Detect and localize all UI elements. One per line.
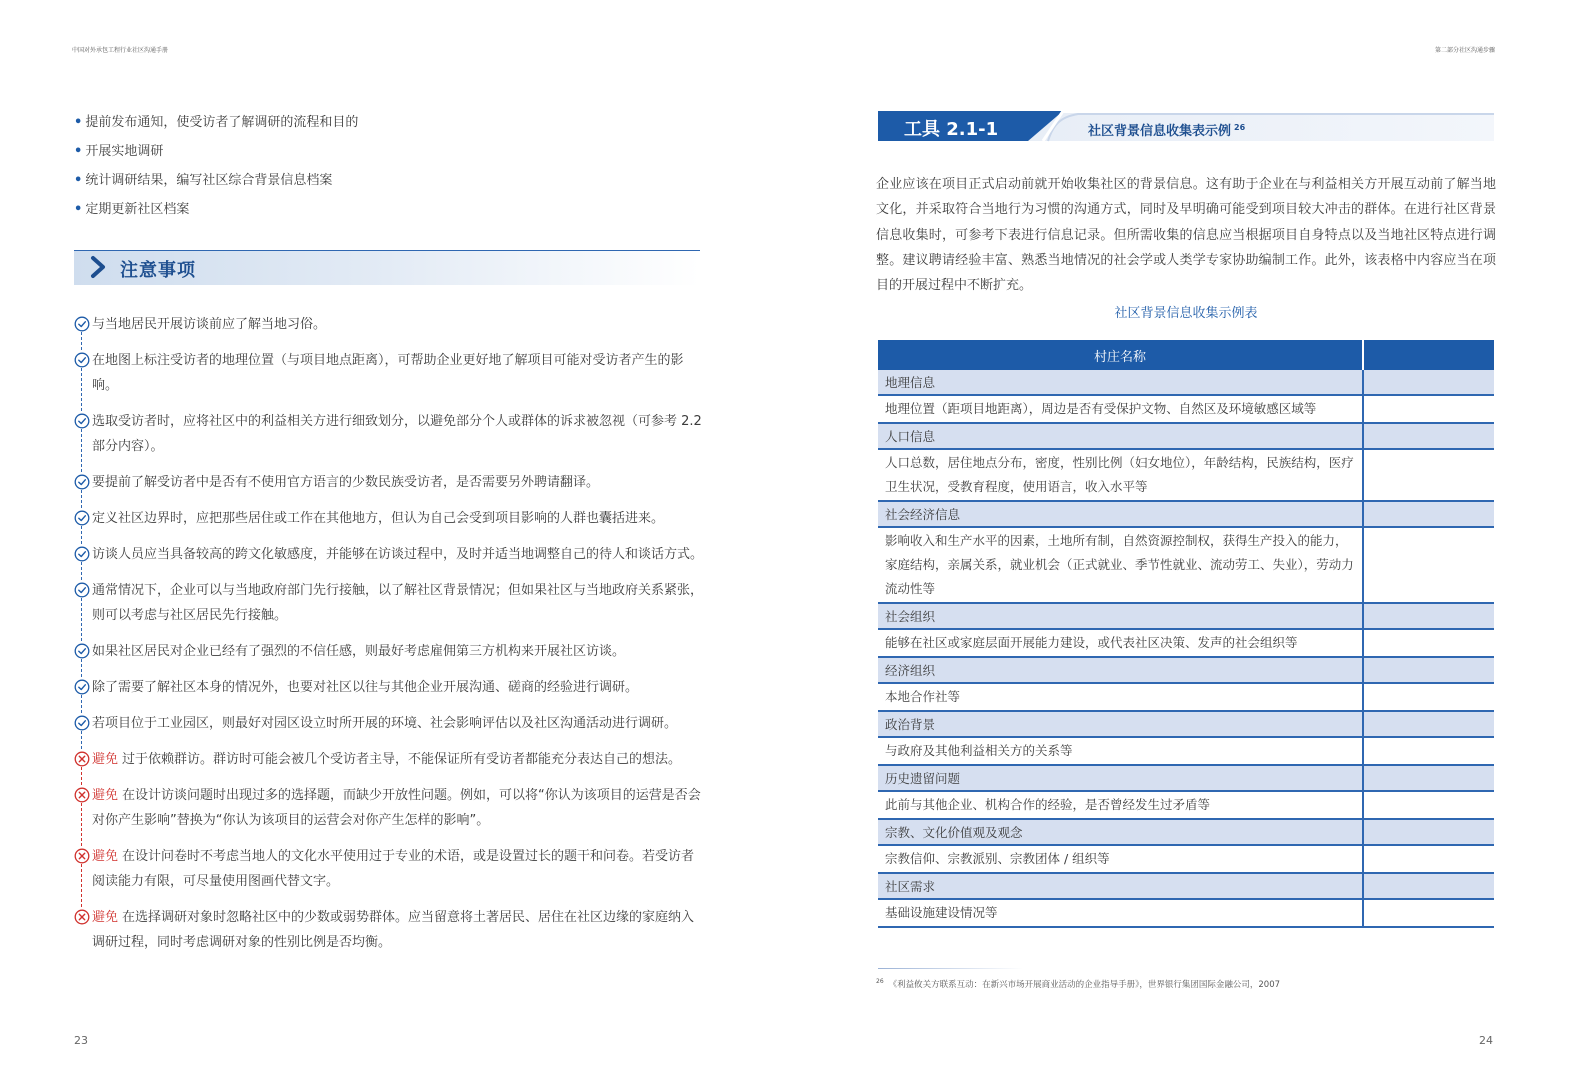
detail-value-cell [1363,527,1494,603]
table-category-row [878,819,1494,845]
category-cell: 经济组织 [878,657,1363,683]
detail-cell: 能够在社区或家庭层面开展能力建设，或代表社区决策、发声的社会组织等 [878,629,1363,657]
page-number-right: 24 [1479,1034,1493,1047]
bullet-list [74,108,674,224]
note-text: 在设计问卷时不考虑当地人的文化水平使用过于专业的术语，或是设置过长的题干和问卷。若受访者阅读能力有限，可尽量使用图画代替文字。 [92,849,695,889]
detail-value-cell [1363,683,1494,711]
page-number-left: 23 [74,1034,88,1047]
bullet-item [74,195,674,224]
note-text-wrap [92,849,694,889]
detail-value-cell [1363,899,1494,927]
detail-value-cell [1363,791,1494,819]
note-text: 在地图上标注受访者的地理位置（与项目地点距离），可帮助企业更好地了解项目可能对受访者产生的影响。 [92,353,684,393]
footnote-divider [878,968,1023,969]
x-circle-icon [74,848,90,864]
category-value-cell [1363,819,1494,845]
avoid-note-item [74,783,704,844]
note-text: 访谈人员应当具备较高的跨文化敏感度，并能够在访谈过程中，及时并适当地调整自己的待人和谈话方式。 [92,547,704,562]
tip-note-item [74,409,704,470]
table-detail-row [878,449,1494,501]
x-circle-icon [74,909,90,925]
avoid-label: 避免 [92,849,119,864]
note-text: 定义社区边界时，应把那些居住或工作在其他地方，但认为自己会受到项目影响的人群也囊括进来。 [92,511,665,526]
category-cell: 人口信息 [878,423,1363,449]
check-circle-icon [74,510,90,526]
table-category-row [878,370,1494,395]
check-circle-icon [74,715,90,731]
table-detail-row [878,737,1494,765]
bullet-dot-icon: • [74,144,83,159]
category-value-cell [1363,603,1494,629]
bullet-dot-icon: • [74,115,83,130]
note-text: 选取受访者时，应将社区中的利益相关方进行细致划分，以避免部分个人或群体的诉求被忽视（可参考 2.2 部分内容）。 [92,414,702,454]
table-category-row [878,711,1494,737]
detail-cell: 基础设施建设情况等 [878,899,1363,927]
bullet-text: 提前发布通知，使受访者了解调研的流程和目的 [85,115,359,130]
tip-note-item [74,711,704,747]
category-cell: 地理信息 [878,370,1363,395]
table-detail-row [878,527,1494,603]
bullet-item [74,166,674,195]
note-text-wrap [92,511,664,526]
detail-cell: 与政府及其他利益相关方的关系等 [878,737,1363,765]
category-value-cell [1363,423,1494,449]
check-circle-icon [74,352,90,368]
table-category-row [878,603,1494,629]
tip-note-item [74,470,704,506]
tip-note-item [74,506,704,542]
avoid-note-item [74,905,704,966]
note-text-wrap [92,353,684,393]
category-cell: 社会经济信息 [878,501,1363,527]
bullet-text: 开展实地调研 [85,144,164,159]
detail-cell: 影响收入和生产水平的因素，土地所有制，自然资源控制权，获得生产投入的能力，家庭结构，亲属关系，就业机会（正式就业、季节性就业、流动劳工、失业），劳动力流动性等 [878,527,1363,603]
chevron-right-icon [88,253,110,281]
note-text-wrap [92,680,638,695]
tip-note-item [74,675,704,711]
x-circle-icon [74,787,90,803]
table-category-row [878,501,1494,527]
x-circle-icon [74,751,90,767]
tip-note-item [74,542,704,578]
running-header-right: 第二部分社区沟通步骤 [1434,47,1495,54]
section-header-notes [74,250,700,285]
note-text-wrap [92,547,703,562]
detail-cell: 地理位置（距项目地距离），周边是否有受保护文物、自然区及环境敏感区域等 [878,395,1363,423]
detail-value-cell [1363,629,1494,657]
tip-note-item [74,639,704,675]
tip-note-item [74,578,704,639]
note-text: 要提前了解受访者中是否有不使用官方语言的少数民族受访者，是否需要另外聘请翻译。 [92,475,600,490]
notes-list [74,312,704,966]
note-text: 如果社区居民对企业已经有了强烈的不信任感，则最好考虑雇佣第三方机构来开展社区访谈。 [92,644,626,659]
connector-line [81,803,82,846]
bullet-text: 统计调研结果，编写社区综合背景信息档案 [85,173,333,188]
table-detail-row [878,683,1494,711]
note-text-wrap [92,752,681,767]
category-cell: 社区需求 [878,873,1363,899]
avoid-note-item [74,747,704,783]
category-cell: 社会组织 [878,603,1363,629]
category-cell: 历史遗留问题 [878,765,1363,791]
table-category-row [878,423,1494,449]
table-detail-row [878,395,1494,423]
tool-label: 工具 2.1-1 [904,119,999,140]
table-header-blank [1363,340,1494,370]
table-category-row [878,873,1494,899]
connector-line [81,429,82,472]
bullet-dot-icon: • [74,173,83,188]
table-detail-row [878,845,1494,873]
note-text-wrap [92,583,703,623]
tool-title: 社区背景信息收集表示例 $^{26}$ [1088,122,1246,139]
category-value-cell [1363,765,1494,791]
section-title: 注意事项 [120,260,196,281]
table-category-row [878,657,1494,683]
detail-cell: 本地合作社等 [878,683,1363,711]
tip-note-item [74,348,704,409]
check-circle-icon [74,679,90,695]
check-circle-icon [74,413,90,429]
note-text-wrap [92,716,677,731]
connector-line [81,864,82,907]
note-text-wrap [92,644,625,659]
note-text-wrap [92,414,702,454]
detail-value-cell [1363,845,1494,873]
table-header-row [878,340,1494,370]
category-value-cell [1363,873,1494,899]
check-circle-icon [74,474,90,490]
note-text-wrap [92,317,326,332]
note-text: 与当地居民开展访谈前应了解当地习俗。 [92,317,327,332]
detail-value-cell [1363,737,1494,765]
table-detail-row [878,629,1494,657]
category-cell: 政治背景 [878,711,1363,737]
detail-cell: 此前与其他企业、机构合作的经验，是否曾经发生过矛盾等 [878,791,1363,819]
footnote-number: 26 [876,978,884,986]
bullet-text: 定期更新社区档案 [85,202,190,217]
table-category-row [878,765,1494,791]
note-text-wrap [92,475,599,490]
category-value-cell [1363,657,1494,683]
note-text-wrap [92,788,701,828]
running-header-left: 中国对外承包工程行业社区沟通手册 [72,47,169,54]
detail-value-cell [1363,395,1494,423]
footnote [876,978,1280,990]
detail-value-cell [1363,449,1494,501]
note-text: 在选择调研对象时忽略社区中的少数或弱势群体。应当留意将土著居民、居住在社区边缘的家庭纳入调研过程，同时考虑调研对象的性别比例是否均衡。 [92,910,695,950]
note-text: 除了需要了解社区本身的情况外，也要对社区以往与其他企业开展沟通、磋商的经验进行调研。 [92,680,639,695]
tip-note-item [74,312,704,348]
note-text: 若项目位于工业园区，则最好对园区设立时所开展的环境、社会影响评估以及社区沟通活动进行调研。 [92,716,678,731]
table-caption: 社区背景信息收集示例表 [1114,306,1258,321]
check-circle-icon [74,643,90,659]
check-circle-icon [74,316,90,332]
check-circle-icon [74,582,90,598]
category-value-cell [1363,370,1494,395]
note-text: 通常情况下，企业可以与当地政府部门先行接触，以了解社区背景情况；但如果社区与当地政府关系紧张，则可以考虑与社区居民先行接触。 [92,583,704,623]
bullet-dot-icon: • [74,202,83,217]
tool-header [878,111,1494,143]
note-text: 过于依赖群访。群访时可能会被几个受访者主导，不能保证所有受访者都能充分表达自己的想法。 [122,752,682,767]
check-circle-icon [74,546,90,562]
avoid-label: 避免 [92,910,119,925]
footnote-ref: 26 [1234,122,1246,132]
avoid-note-item [74,844,704,905]
avoid-label: 避免 [92,788,119,803]
detail-cell: 人口总数，居住地点分布，密度，性别比例（妇女地位），年龄结构，民族结构，医疗卫生状况，受教育程度，使用语言，收入水平等 [878,449,1363,501]
table-detail-row [878,899,1494,927]
note-text: 在设计访谈问题时出现过多的选择题，而缺少开放性问题。例如，可以将“你认为该项目的运营是否会对你产生影响”替换为“你认为该项目的运营会对你产生怎样的影响”。 [92,788,701,828]
table-detail-row [878,791,1494,819]
bullet-item [74,137,674,166]
footnote-text: 《利益攸关方联系互动：在新兴市场开展商业活动的企业指导手册》，世界银行集团国际金融公司，2007 [888,980,1281,990]
connector-line [81,368,82,411]
category-value-cell [1363,501,1494,527]
category-cell: 宗教、文化价值观及观念 [878,819,1363,845]
avoid-label: 避免 [92,752,119,767]
bullet-item [74,108,674,137]
detail-cell: 宗教信仰、宗教派别、宗教团体 / 组织等 [878,845,1363,873]
intro-paragraph: 企业应该在项目正式启动前就开始收集社区的背景信息。这有助于企业在与利益相关方开展互动前了解当地文化，并采取符合当地行为习惯的沟通方式，同时及早明确可能受到项目较大冲击的群体。在进行社区背景信息收集时，可参考下表进行信息记录。但所需收集的信息应当根据项目自身特点以及当地社区特点进行调整。建议聘请经验丰富、熟悉当地情况的社会学或人类学专家协助编制工作。此外，该表格中内容应当在项目的开展过程中不断扩充。 [876,177,1496,294]
connector-line [81,598,82,641]
category-value-cell [1363,711,1494,737]
note-text-wrap [92,910,694,950]
table-header-village-name: 村庄名称 [878,340,1363,370]
background-info-table [878,340,1494,928]
